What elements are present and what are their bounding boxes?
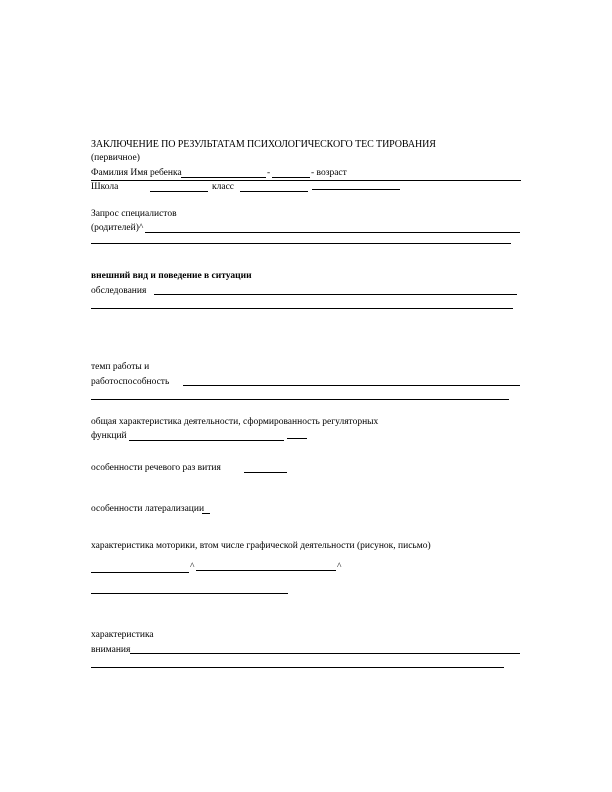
appearance-field-1[interactable] (154, 294, 517, 295)
row-underline (91, 180, 521, 181)
class-extra-field[interactable] (312, 189, 400, 190)
appearance-label-line2: обследования (91, 286, 147, 296)
activity-field-1[interactable] (129, 440, 284, 441)
class-label: класс (212, 182, 235, 192)
request-field-2[interactable] (91, 243, 511, 244)
tempo-field-1[interactable] (183, 385, 520, 386)
request-label-line2: (родителей)^ (91, 223, 144, 233)
appearance-field-2[interactable] (91, 308, 513, 309)
caret-mark-2: ^ (337, 562, 342, 572)
speech-field[interactable] (244, 472, 287, 473)
motor-label: характеристика моторики, втом числе графической деятельности (рисунок, письмо) (91, 541, 431, 551)
laterality-label: особенности латерализации (91, 504, 205, 514)
child-name-field[interactable] (181, 177, 266, 178)
attention-label-line1: характеристика (91, 630, 154, 640)
document-title: ЗАКЛЮЧЕНИЕ ПО РЕЗУЛЬТАТАМ ПСИХОЛОГИЧЕСКОГО ТЕС ТИРОВАНИЯ (91, 139, 436, 150)
motor-field-3[interactable] (91, 593, 288, 594)
class-field[interactable] (240, 191, 308, 192)
request-field-1[interactable] (145, 232, 520, 233)
document-subtitle: (первичное) (91, 153, 140, 163)
child-surname-field[interactable] (272, 177, 310, 178)
attention-field-1[interactable] (130, 653, 520, 654)
activity-label-line1: общая характеристика деятельности, сформированность регуляторных (91, 417, 379, 427)
request-label-line1: Запрос специалистов (91, 209, 177, 219)
tempo-field-2[interactable] (91, 399, 509, 400)
school-field[interactable] (150, 191, 208, 192)
dash-separator: - (267, 168, 271, 178)
caret-mark-1: ^ (190, 562, 195, 572)
school-label: Школа (91, 182, 119, 192)
tempo-label-line1: темп работы и (91, 362, 150, 372)
attention-label-line2: внимания (91, 645, 131, 655)
age-label: - возраст (311, 168, 347, 178)
activity-label-line2: функций (91, 431, 127, 441)
attention-field-2[interactable] (91, 667, 504, 668)
appearance-label-line1: внешний вид и поведение в ситуации (91, 271, 252, 281)
child-name-label: Фамилия Имя ребенка (91, 168, 182, 178)
motor-field-2[interactable] (196, 570, 336, 571)
motor-field-1[interactable] (91, 572, 189, 573)
activity-field-2[interactable] (287, 438, 307, 439)
tempo-label-line2: работоспособность (91, 377, 170, 387)
speech-label: особенности речевого раз вития (91, 463, 221, 473)
laterality-field[interactable] (202, 513, 210, 514)
